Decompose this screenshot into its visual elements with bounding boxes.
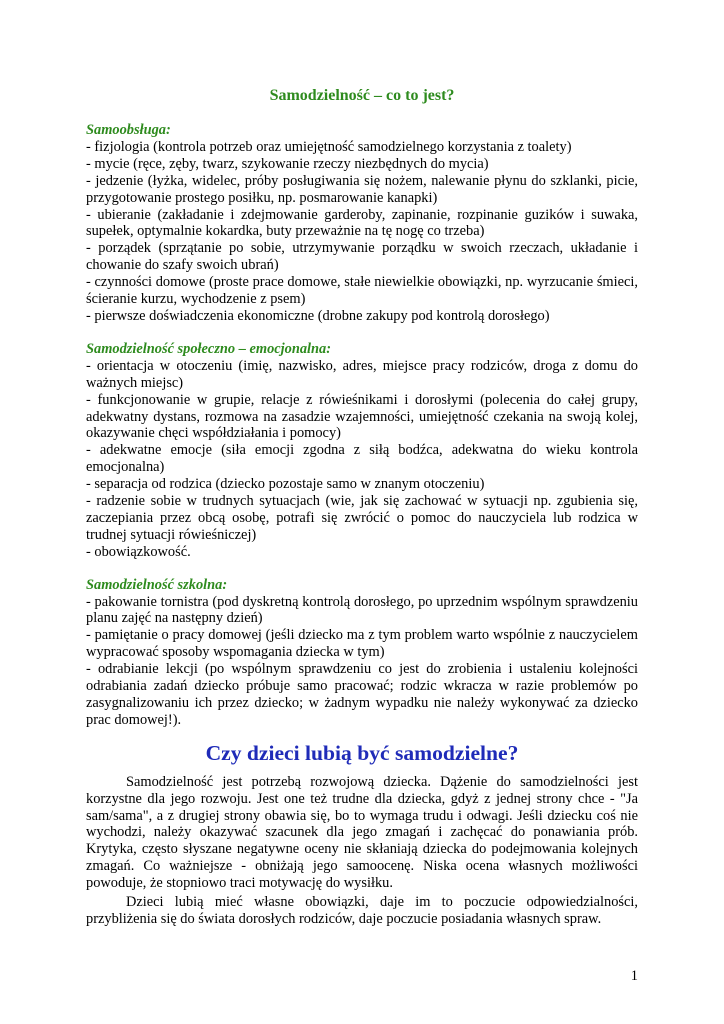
body-paragraph: Dzieci lubią mieć własne obowiązki, daje im to poczucie odpowiedzialności, przybliżenia się do świata dorosłych rodziców, daje poczucie posiadania własnych spraw. — [86, 894, 638, 927]
section-subtitle: Czy dzieci lubią być samodzielne? — [205, 740, 519, 765]
section-social-emotional — [86, 341, 638, 561]
section-school — [86, 577, 638, 729]
list-item: - adekwatne emocje (siła emocji zgodna z siłą bodźca, adekwatna do wieku kontrola emocjonalna) — [86, 442, 638, 476]
section-heading: Samodzielność społeczno – emocjonalna: — [86, 340, 332, 357]
page-number: 1 — [630, 968, 638, 984]
list-item: - funkcjonowanie w grupie, relacje z rówieśnikami i dorosłymi (polecenia do całej grupy, adekwatny dystans, rozmowa na zasadzie wzajemności, umiejętność czekania na swoją kolej, okazywanie chęci współdziałania i pomocy) — [86, 391, 638, 442]
body-paragraph: Samodzielność jest potrzebą rozwojową dziecka. Dążenie do samodzielności jest korzystne dla jego rozwoju. Jest one też trudne dla dziecka, gdyż z jednej strony chce - "Ja sam/sama", a z drugiej strony obawia się, bo to wymaga trudu i odwagi. Jeśli dziecku coś nie wychodzi, należy okazywać szacunek dla jego zmagań i zachęcać do ponawiania prób. Krytyka, często słyszane negatywne oceny nie skłaniają dziecka do podejmowania kolejnych zmagań. Co ważniejsze - obniżają jego samoocenę. Niska ocena własnych możliwości powoduje, że stopniowo traci motywację do wysiłku. — [86, 773, 638, 892]
list-item: - ubieranie (zakładanie i zdejmowanie garderoby, zapinanie, rozpinanie guzików i suwaka, supełek, optymalnie kokardka, buty przeważnie na tę nogę co trzeba) — [86, 206, 638, 240]
document-title: Samodzielność – co to jest? — [269, 87, 455, 104]
list-item: - fizjologia (kontrola potrzeb oraz umiejętność samodzielnego korzystania z toalety) — [86, 138, 572, 155]
list-item: - mycie (ręce, zęby, twarz, szykowanie rzeczy niezbędnych do mycia) — [86, 155, 489, 172]
list-item: - pierwsze doświadczenia ekonomiczne (drobne zakupy pod kontrolą dorosłego) — [86, 307, 550, 324]
list-item: - obowiązkowość. — [86, 543, 191, 560]
document-page — [86, 86, 638, 930]
list-item: - orientacja w otoczeniu (imię, nazwisko, adres, miejsce pracy rodziców, droga z domu do ważnych miejsc) — [86, 357, 638, 391]
list-item: - odrabianie lekcji (po wspólnym sprawdzeniu co jest do zrobienia i ustaleniu kolejności odrabiania zadań dziecko próbuje samo pracować; rodzic wkracza w razie problemów po zasygnalizowaniu ich przez dziecko; w żadnym wypadku nie należy wykonywać za dziecko prac domowej!). — [86, 661, 638, 728]
list-item: - pakowanie tornistra (pod dyskretną kontrolą dorosłego, po uprzednim wspólnym sprawdzeniu planu zajęć na następny dzień) — [86, 593, 638, 627]
list-item: - radzenie sobie w trudnych sytuacjach (wie, jak się zachować w sytuacji np. zgubienia się, zaczepiania przez obcą osobę, potrafi się zwrócić o pomoc do nauczyciela lub rodzica w trudnej sytuacji rówieśniczej) — [86, 493, 638, 543]
list-item: - separacja od rodzica (dziecko pozostaje samo w znanym otoczeniu) — [86, 476, 485, 493]
section-heading: Samoobsługa: — [86, 122, 171, 138]
section-heading: Samodzielność szkolna: — [86, 576, 228, 593]
list-item: - jedzenie (łyżka, widelec, próby posługiwania się nożem, nalewanie płynu do szklanki, picie, przygotowanie prostego posiłku, np. posmarowanie kanapki) — [86, 172, 638, 206]
section-self-care — [86, 122, 638, 325]
list-item: - porządek (sprzątanie po sobie, utrzymywanie porządku w swoich rzeczach, układanie i chowanie do szafy swoich ubrań) — [86, 240, 638, 274]
list-item: - czynności domowe (proste prace domowe, stałe niewielkie obowiązki, np. wyrzucanie śmieci, ścieranie kurzu, wychodzenie z psem) — [86, 274, 638, 308]
list-item: - pamiętanie o pracy domowej (jeśli dziecko ma z tym problem warto wspólnie z nauczycielem wypracować sposoby wspomagania dziecka w tym) — [86, 627, 638, 661]
